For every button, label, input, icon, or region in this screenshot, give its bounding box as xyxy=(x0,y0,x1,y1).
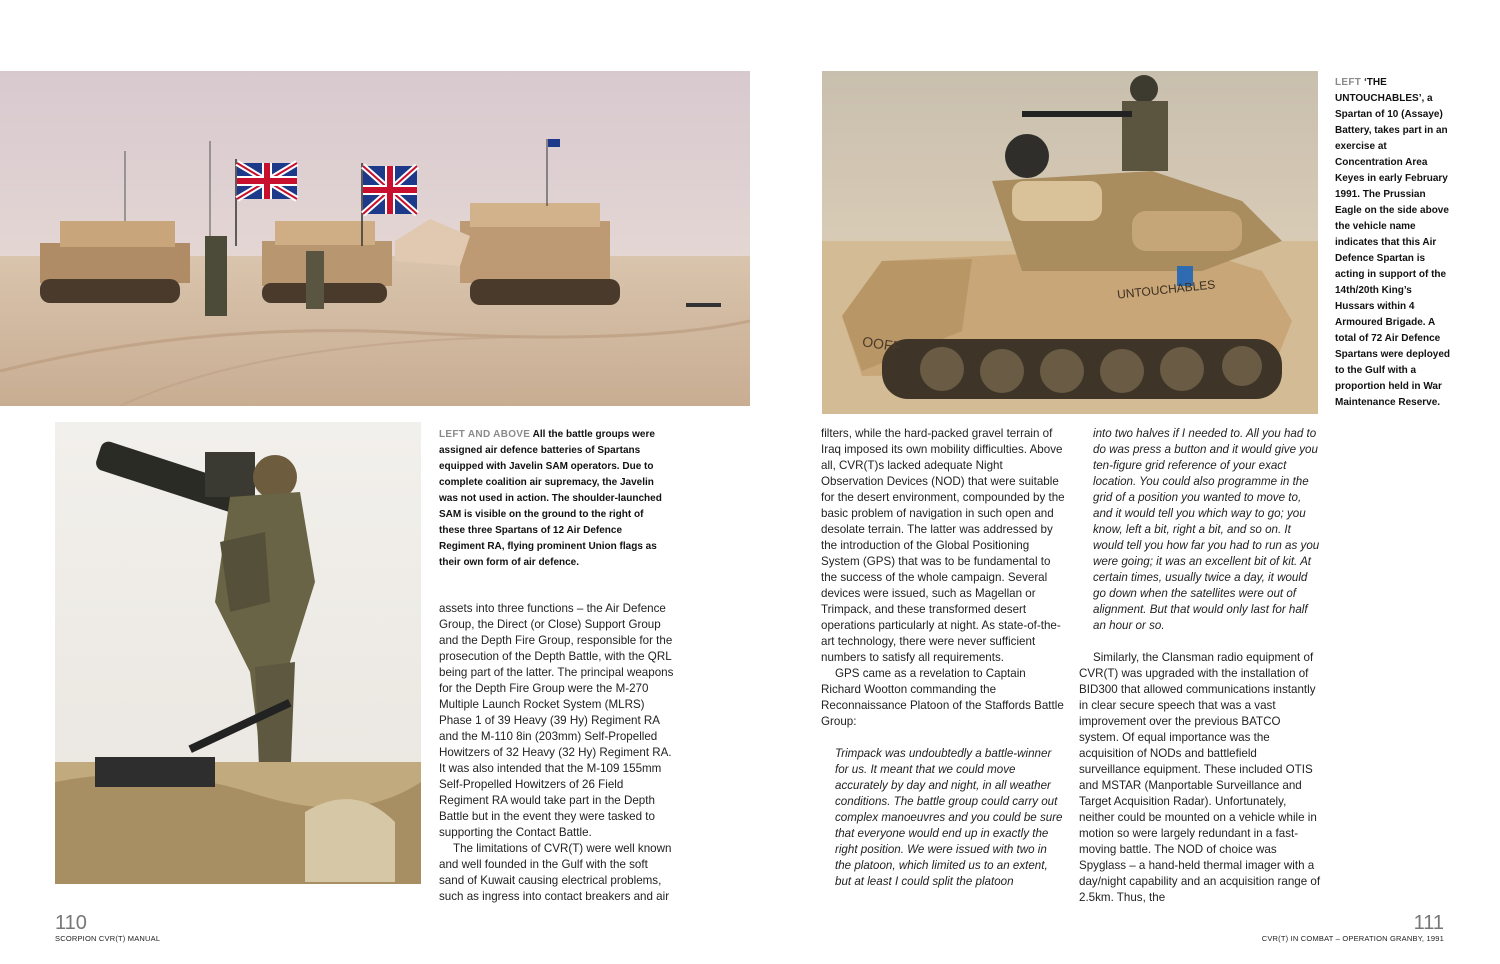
page-number-left: 110 xyxy=(55,912,87,934)
body-column-3 xyxy=(1079,426,1321,906)
running-footer-left: SCORPION CVR(T) MANUAL xyxy=(55,934,161,943)
running-footer-right: CVR(T) IN COMBAT – OPERATION GRANBY, 1991 xyxy=(1261,934,1444,943)
caption-body: ‘THE UNTOUCHABLES’, a Spartan of 10 (Assaye) Battery, takes part in an exercise at Concentration Area Keyes in early February 1991. The Prussian Eagle on the side above the vehicle name indicates that this Air Defence Spartan is acting in support of the 14th/20th King’s Hussars within 4 Armoured Brigade. A total of 72 Air Defence Spartans were deployed to the Gulf with a proportion held in War Maintenance Reserve. xyxy=(1335,77,1451,408)
right-caption xyxy=(1335,75,1451,411)
vehicle-number-marking: OOFF xyxy=(861,333,903,355)
untouchables-spartan-photo xyxy=(822,71,1318,414)
caption-body: All the battle groups were assigned air defence batteries of Spartans equipped with Javelin SAM operators. Due to complete coalition air supremacy, the Javelin was not used in action. The shoulder-launched SAM is visible on the ground to the right of these three Spartans of 12 Air Defence Regiment RA, flying prominent Union flags as their own form of air defence. xyxy=(439,429,662,568)
quote-continued: into two halves if I needed to. All you had to do was press a button and it would give you ten-figure grid reference of your exact location. You could also programme in the grid of a position you wanted to move to, and it would tell you which way to go; you know, left a bit, right a bit, and so on. It would tell you how far you had to run as you were going; it was an excellent bit of kit. At certain times, usually twice a day, it would go down when the satellites were out of alignment. But that would only last for half an hour or so. xyxy=(1093,427,1320,632)
spartans-desert-photo xyxy=(0,71,750,406)
body-column-1 xyxy=(439,601,675,905)
body-column-2 xyxy=(821,426,1065,890)
paragraph: assets into three functions – the Air Defence Group, the Direct (or Close) Support Group and the Depth Fire Group, responsible for the prosecution of the Depth Battle, with the QRL being part of the latter. The principal weapons for the Depth Fire Group were the M-270 Multiple Launch Rocket System (MLRS) Phase 1 of 39 Heavy (39 Hy) Regiment RA and the M-110 8in (203mm) Self-Propelled Howitzers of 32 Heavy (32 Hy) Regiment RA. It was also intended that the M-109 155mm Self-Propelled Howitzers of 26 Field Regiment RA would take part in the Depth Battle but in the event they were tasked to supporting the Contact Battle. xyxy=(439,602,674,839)
quote: Trimpack was undoubtedly a battle-winner for us. It meant that we could move accurately by day and night, in all weather conditions. The battle group could carry out complex manoeuvres and you could be sure that everyone would end up in exactly the right position. We were issued with two in the platoon, which limited us to an extent, but at least I could split the platoon xyxy=(835,747,1063,888)
spartan-vehicle-2 xyxy=(262,221,392,303)
javelin-soldier-photo xyxy=(55,422,421,884)
paragraph: The limitations of CVR(T) were well known and well founded in the Gulf with the soft sand of Kuwait causing electrical problems, such as ingress into contact breakers and air xyxy=(439,842,672,903)
caption-lead: LEFT AND ABOVE xyxy=(439,429,531,440)
spartan-vehicle-1 xyxy=(40,221,190,303)
paragraph: GPS came as a revelation to Captain Richard Wootton commanding the Reconnaissance Platoon of the Staffords Battle Group: xyxy=(821,667,1064,728)
page-number-right: 111 xyxy=(1413,912,1444,934)
caption-lead: LEFT xyxy=(1335,77,1362,88)
paragraph: filters, while the hard-packed gravel terrain of Iraq imposed its own mobility difficulties. Above all, CVR(T)s lacked adequate Night Observation Devices (NOD) that were suitable for the desert environment, compounded by the basic problem of navigation in such open and desolate terrain. The latter was addressed by the introduction of the Global Positioning System (GPS) that was to be fundamental to the success of the whole campaign. Several devices were issued, such as Magellan or Trimpack, and these transformed desert operations particularly at night. As state-of-the-art technology, there were never sufficient numbers to satisfy all requirements. xyxy=(821,427,1065,664)
spartan-vehicle-3 xyxy=(460,203,620,305)
paragraph: Similarly, the Clansman radio equipment of CVR(T) was upgraded with the installation of BID300 that allowed communications instantly in clear secure speech that was a vast improvement over the previous BATCO system. Of equal importance was the acquisition of NODs and battlefield surveillance equipment. These included OTIS and MSTAR (Manportable Surveillance and Target Acquisition Radar). Unfortunately, neither could be mounted on a vehicle while in motion so were largely redundant in a fast-moving battle. The NOD of choice was Spyglass – a hand-held thermal imager with a day/night capability and an acquisition range of 2.5km. Thus, the xyxy=(1079,651,1321,904)
vehicle-name-marking: UNTOUCHABLES xyxy=(1116,277,1216,302)
left-caption xyxy=(439,427,664,571)
